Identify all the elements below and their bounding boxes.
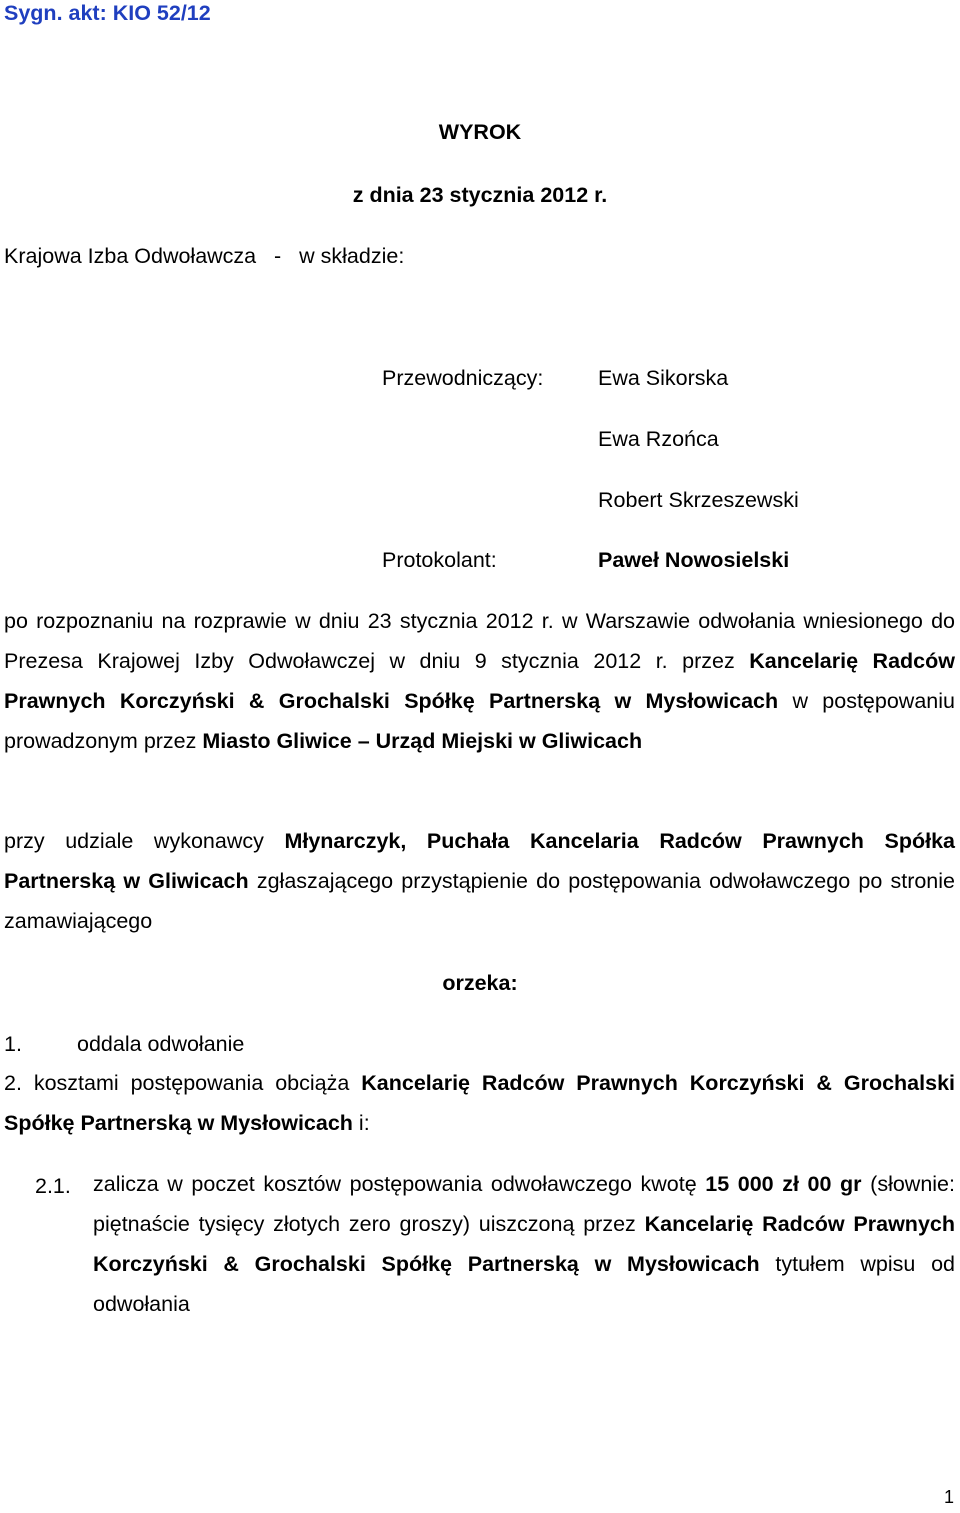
- contracting-authority: Miasto Gliwice – Urząd Miejski w Gliwicach: [202, 729, 643, 753]
- chamber-line: Krajowa Izba Odwoławcza - w składzie:: [4, 244, 405, 268]
- participant-text-2: zgłaszającego przystąpienie do postępowania odwoławczego po stronie zamawiającego: [4, 869, 955, 933]
- case-reference: Sygn. akt: KIO 52/12: [4, 1, 211, 25]
- participant-paragraph: [4, 821, 955, 941]
- fee-amount: 15 000 zł 00 gr: [705, 1172, 862, 1196]
- item-1-text: oddala odwołanie: [77, 1032, 245, 1056]
- chair-name: Ewa Sikorska: [598, 366, 729, 390]
- clerk-name: Paweł Nowosielski: [598, 548, 790, 572]
- participant-name: Młynarczyk, Puchała Kancelaria Radców Prawnych Spółka Partnerską w Gliwicach: [4, 829, 955, 893]
- item-2-party: Kancelarię Radców Prawnych Korczyński & Grochalski Spółkę Partnerską w Mysłowicach: [4, 1071, 955, 1135]
- proceedings-paragraph: [4, 601, 955, 761]
- chair-label: Przewodniczący:: [382, 366, 544, 390]
- proceedings-text-2: w postępowaniu prowadzonym przez: [4, 689, 955, 753]
- judgment-date: z dnia 23 stycznia 2012 r.: [352, 183, 608, 207]
- participant-text-1: przy udziale wykonawcy: [4, 829, 285, 853]
- clerk-label: Protokolant:: [382, 548, 497, 572]
- item-2-text-2: i:: [352, 1111, 370, 1135]
- item-2-paragraph: [4, 1063, 955, 1143]
- item-2-text-1: 2. kosztami postępowania obciąża: [4, 1071, 362, 1095]
- item-2-1-paragraph: [93, 1164, 955, 1324]
- item-2-1-text-3: tytułem wpisu od odwołania: [93, 1252, 955, 1316]
- proceedings-text-1: po rozpoznaniu na rozprawie w dniu 23 stycznia 2012 r. w Warszawie odwołania wniesionego do Prezesa Krajowej Izby Odwoławczej w dniu 9 stycznia 2012 r. przez: [4, 609, 955, 673]
- verdict-heading: orzeka:: [442, 971, 518, 995]
- item-1-number: 1.: [4, 1032, 22, 1056]
- item-2-1-number: 2.1.: [35, 1174, 71, 1198]
- appellant-name: Kancelarię Radców Prawnych Korczyński & Grochalski Spółkę Partnerską w Mysłowicach: [4, 649, 955, 713]
- document-title: WYROK: [438, 120, 522, 144]
- item-2-1-party: Kancelarię Radców Prawnych Korczyński & Grochalski Spółkę Partnerską w Mysłowicach: [93, 1212, 955, 1276]
- item-2-1-text-2: (słownie: piętnaście tysięcy złotych zero groszy) uiszczoną przez: [93, 1172, 955, 1236]
- page-number: 1: [943, 1487, 954, 1507]
- panel-member-2: Robert Skrzeszewski: [598, 488, 799, 512]
- item-2-1-text-1: zalicza w poczet kosztów postępowania odwoławczego kwotę: [93, 1172, 706, 1196]
- panel-member-1: Ewa Rzońca: [598, 427, 719, 451]
